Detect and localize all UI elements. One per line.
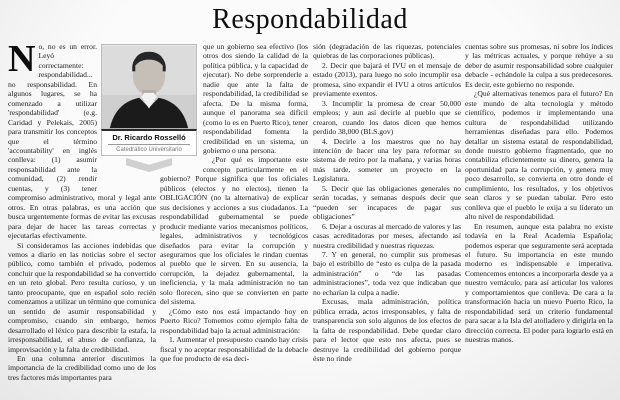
paragraph: Si consideramos las acciones indebidas que vemos a diario en las noticias sobre el sector público, como también el privado, podemos concluir que la respondabilidad se ha convertido en un reto global. Pero resulta curioso, y un tanto preocupante, que en español solo recién comenzamos a utilizar un término que comunica un sentido de asumir responsabilidad y compromiso, cuando sin embargo, hemos desarrollado el léxico para describir la estafa, la irresponsabilidad, el abuso de confianza, la improvisación y la falta de credibilidad. (8, 240, 156, 354)
paragraph: Excusas, mala administración, política pública errada, actos irresponsables, y falta de transparencia son solo algunos de los efectos de la falta de respondabilidad. Debe quedar claro para el lector que esto nos afecta, pues se destruye la credibilidad del gobierno porque éste no rinde (313, 297, 461, 363)
paragraph-text: que un gobierno sea efectivo (los otros dos siendo la calidad de la política pública, y la capacidad de ejecutar). No debe sorprenderle a nadie que ante la falta de respondabilidad, la credibilidad se afecta. De la misma forma, aunque el panorama sea difícil (como lo es en Puerto Rico), tener respondabilidad fomenta la credibilidad en un sistema, un gobierno o una persona. (203, 42, 308, 155)
chevron-down-icon (126, 158, 172, 172)
author-photo-card (101, 44, 197, 172)
paragraph: ¿Cómo esto nos está impactando hoy en Puerto Rico? Tomemos como ejemplo falta de respondabilidad bajo la actual administración: (160, 306, 308, 335)
paragraph: 2. Decir que bajará el IVU en el mensaje de estado (2013), para luego no solo incumplir esa promesa, sino expandir el IVU a otros artículos previamente exentos. (313, 60, 461, 99)
paragraph: 4. Decirle a los maestros que no hay intención de hacer una ley para reformar su sistema de retiro por la mañana, y varias horas más tarde, someter un proyecto en la Legislatura. (313, 136, 461, 184)
photo-caption (101, 129, 197, 156)
author-portrait-photo (101, 44, 197, 129)
paragraph: 1. Aumentar el presupuesto cuando hay crisis fiscal y no aceptar responsabilidad de la debacle que fue producto de esa deci- (160, 335, 308, 363)
paragraph: 6. Dejar a oscuras al mercado de valores y las casas acreditadoras por meses, afectando así nuestra credibilidad y nuestras riquezas. (313, 221, 461, 250)
article-title: Respondabilidad (212, 4, 408, 35)
text-column-3 (313, 42, 461, 363)
paragraph: 3. Incumplir la promesa de crear 50,000 empleos; y aun así decirle al pueblo que se crearon, cuando los datos dicen que hemos perdido 38,000 (BLS.gov) (313, 98, 461, 137)
paragraph: ¿Qué alternativas tenemos para el futuro? En este mundo de alta tecnología y método científico, podemos ir implementando una cultura de respondabilidad utilizando herramientas diseñadas para ello. Podemos detallar un sistema estatal de respondabilidad, donde nuestro gobierno fragmentado, que no contabiliza eficientemente su dinero, genera la oportunidad para la corrupción, y genera muy poco desarrollo, se convierta en otro donde el cumplimiento, los resultados, y los objetivos sean claros y se puedan tabular. Pero esto conlleva que el pueblo le exija a su liderato un alto nivel de respondabilidad. (465, 89, 613, 222)
author-role: Catedrático Universitario (116, 147, 182, 153)
paragraph: cuentas sobre sus promesas, ni sobre los índices y las métricas actuales, y porque rehúye a su deber de asumir responsabilidad sobre cualquier debacle - echándole la culpa a sus predecesores. Es decir, este gobierno no responde. (465, 42, 613, 89)
text-column-4 (465, 42, 613, 345)
paragraph: En resumen, aunque esta palabra no existe todavía en la Real Academia Española; podemos esperar que seguramente será aceptada el futuro. Su importancia en este mundo moderno es indispensable e imperativa. Comencemos entonces a incorporarla desde ya a nuestro vernáculo, para así articular los valores y comportamientos que conlleva. De cara a la transformación hacia un nuevo Puerto Rico, la respondabilidad será un criterio fundamental para sacar a la Isla del atolladero y dirigirla en la dirección correcta. El poder para lograrlo está en nuestras manos. (465, 221, 614, 345)
portrait-man-icon (102, 45, 196, 129)
caption-divider (108, 144, 190, 145)
paragraph: ¿Por qué es importante este concepto particularmente en el gobierno? Porque significa que los oficiales públicos (electos y no electos), tienen la OBLIGACIÓN (no la alternativa) de explicar sus decisiones y acciones a sus ciudadanos. La respondabilidad gubernamental se puede producir mediante varios mecanismos políticos, legales, administrativos y tecnológicos diseñados para evitar la corrupción y asegurarnos que los oficiales le rindan cuentas al pueblo que le sirven. En su ausencia, la corrupción, la dejadez gubernamental, la ineficiencia, y la mala administración no tan solo florecen, sino que se convierten en parte del sistema. (160, 155, 308, 307)
author-name: Dr. Ricardo Rosselló (112, 133, 186, 142)
paragraph: En una columna anterior discutimos la importancia de la credibilidad como uno de los tres factores más importantes para (8, 353, 156, 382)
paragraph: sión (degradación de las riquezas, potenciales quiebras de las corporaciones públicas). (313, 42, 461, 61)
drop-cap: N (8, 38, 36, 80)
paragraph-text: o, no es un error. Leyó correctamente: respondabilidad... no responsabilidad. En algunos lugares, se ha comenzado a utilizar 'respondabilidad' (e.g. Caridad y Pelekais, 2005) para transmitir los conceptos que el término 'accountability' en inglés conlleva: (1) asumir responsabilidad ante la comunidad, (2) rendir cuentas, y (3) tener compromiso administrativo, moral y legal ante otros. En otras palabras, es una acción que busca urgentemente formas de evitar las excusas para dejar de hacer las tareas correctas y ejecutarlas efectivamente. (8, 42, 156, 241)
paragraph: 7. Y en general, no cumplir sus promesas bajo el estribillo de “esto es culpa de la pasada administración” o “de las pasadas administraciones”, toda vez que indicaban que no echarían la culpa a nadie. (313, 249, 461, 297)
paragraph: 5. Decir que las obligaciones generales no serán tocadas, y semanas después decir que “pueden ser incapaces de pagar sus obligaciones” (313, 183, 461, 222)
